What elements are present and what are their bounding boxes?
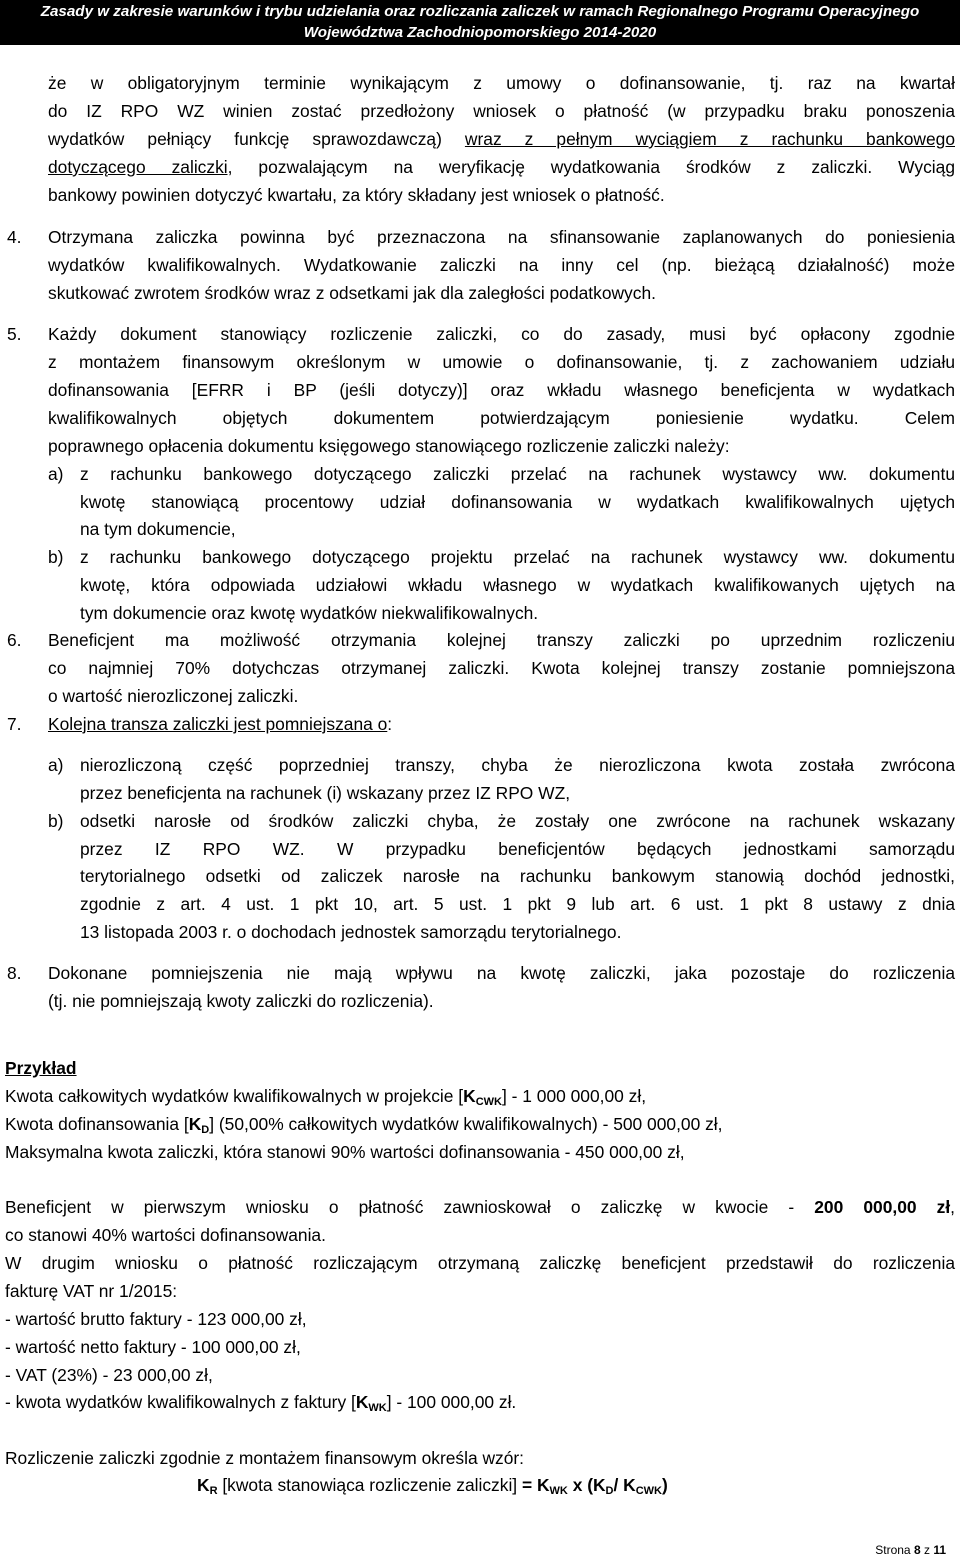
item7-number: 7.	[7, 714, 22, 734]
item7-b-line-3: terytorialnego odsetki od zaliczek narosłe na rachunku bankowym stanowią dochód jednostki,	[80, 866, 955, 886]
example-title	[5, 1057, 955, 1079]
header-line-1: Zasady w zakresie warunków i trybu udzielania oraz rozliczania zaliczek w ramach Regionalnego Programu Operacyjnego	[40, 3, 920, 20]
item3-line-3-underlined: wraz z pełnym wyciągiem z rachunku bankowego	[464, 129, 955, 149]
example-line-1-value: ] - 1 000 000,00 zł,	[501, 1086, 647, 1106]
item5-a-line-2: kwotę stanowiącą procentowy udział dofinansowania w wydatkach kwalifikowalnych ujętych	[80, 492, 955, 512]
item6-line-1: Beneficjent ma możliwość otrzymania kolejnej transzy zaliczki po uprzednim rozliczeniu	[48, 630, 955, 650]
example-invoice-vat: - VAT (23%) - 23 000,00 zł,	[5, 1365, 213, 1385]
item7-b-line-1: odsetki narosłe od środków zaliczki chyba, że zostały one zwrócone na rachunek wskazany	[80, 811, 955, 831]
item5-b-line-2: kwotę, która odpowiada udziałowi wkładu własnego w wydatkach kwalifikowanych ujętych na	[80, 575, 955, 595]
example-invoice-eligible-text: - kwota wydatków kwalifikowalnych z faktury [	[5, 1392, 356, 1412]
item5-a-line-3: na tym dokumencie,	[80, 519, 236, 539]
example-line-2-value: ] (50,00% całkowitych wydatków kwalifikowalnych) - 500 000,00 zł,	[209, 1114, 723, 1134]
item7-a-label: a)	[48, 755, 64, 775]
item3-line-3-text: wydatków pełniący funkcję sprawozdawczą)	[48, 129, 465, 149]
item5-line-2: z montażem finansowym określonym w umowie o dofinansowanie, tj. z zachowaniem udziału	[48, 352, 955, 372]
example-para-1-comma: ,	[950, 1197, 955, 1217]
example-para-1-text: Beneficjent w pierwszym wniosku o płatność zawnioskował o zaliczkę w kwocie -	[5, 1197, 815, 1217]
item7-a-line-1: nierozliczoną część poprzedniej transzy, chyba że nierozliczona kwota została zwrócona	[80, 755, 955, 775]
item5-line-5: poprawnego opłacenia dokumentu księgowego stanowiącego rozliczenie zaliczki należy:	[48, 436, 730, 456]
item8-line-2: (tj. nie pomniejszają kwoty zaliczki do rozliczenia).	[48, 991, 434, 1011]
item3-line-4-underlined: dotyczącego zaliczki,	[48, 157, 233, 177]
formula-k-r: $K_R$	[197, 1475, 218, 1497]
item3-line-4	[48, 156, 955, 178]
item7-b-line-5: 13 listopada 2003 r. o dochodach jednostek samorządu terytorialnego.	[80, 922, 622, 942]
example-line-1-text: Kwota całkowitych wydatków kwalifikowalnych w projekcie [	[5, 1086, 464, 1106]
item7-b-label: b)	[48, 811, 64, 831]
symbol-k-cwk: $K_{CWK}$	[463, 1086, 502, 1108]
item5-b-line-3: tym dokumencie oraz kwotę wydatków niekwalifikowalnych.	[80, 603, 539, 623]
header-line-2: Województwa Zachodniopomorskiego 2014-2020	[303, 24, 657, 41]
item6-line-2: co najmniej 70% dotychczas otrzymanej zaliczki. Kwota kolejnej transzy zostanie pomniejszona	[48, 658, 955, 678]
example-invoice-eligible-value: ] - 100 000,00 zł.	[386, 1392, 517, 1412]
example-line-3: Maksymalna kwota zaliczki, która stanowi 90% wartości dofinansowania - 450 000,00 zł,	[5, 1142, 685, 1162]
item5-a-label: a)	[48, 464, 64, 484]
example-para-3: W drugim wniosku o płatność rozliczającym otrzymaną zaliczkę beneficjent przedstawił do rozliczenia	[5, 1253, 955, 1273]
item8-line-1: Dokonane pomniejszenia nie mają wpływu na kwotę zaliczki, jaka pozostaje do rozliczenia	[48, 963, 955, 983]
example-line-2-text: Kwota dofinansowania [	[5, 1114, 189, 1134]
symbol-k-d: $K_D$	[188, 1114, 210, 1136]
item3-line-2: do IZ RPO WZ winien zostać przedłożony wniosek o płatność (w przypadku braku ponoszenia	[48, 101, 955, 121]
item7-line-1	[48, 713, 955, 735]
item5-line-1: Każdy dokument stanowiący rozliczenie zaliczki, co do zasady, musi być opłacony zgodnie	[48, 324, 955, 344]
item7-line-1-colon: :	[387, 714, 393, 734]
symbol-k-wk: $K_{WK}$	[355, 1392, 387, 1414]
example-invoice-net: - wartość netto faktury - 100 000,00 zł,	[5, 1337, 301, 1357]
item7-b-line-4: zgodnie z art. 4 ust. 1 pkt 10, art. 5 ust. 1 pkt 9 lub art. 6 ust. 1 pkt 8 ustawy z dnia	[80, 894, 955, 914]
formula-description: [kwota stanowiąca rozliczenie zaliczki]	[217, 1475, 522, 1495]
formula-rhs: = $K_{WK}$ x ($K_D/$ $K_{CWK}$)	[521, 1475, 668, 1497]
item4-line-1: Otrzymana zaliczka powinna być przeznaczona na sfinansowanie zaplanowanych do poniesienia	[48, 227, 955, 247]
example-line-1	[5, 1085, 955, 1113]
example-line-2	[5, 1113, 955, 1141]
item5-number: 5.	[7, 324, 22, 344]
item3-line-4-text: pozwalającym na weryfikację wydatkowania środków z zaliczki. Wyciąg	[232, 157, 955, 177]
example-para-2: co stanowi 40% wartości dofinansowania.	[5, 1225, 326, 1245]
item8-number: 8.	[7, 963, 22, 983]
example-invoice-gross: - wartość brutto faktury - 123 000,00 zł,	[5, 1309, 307, 1329]
item5-line-3: dofinansowania [EFRR i BP (jeśli dotyczy)] oraz wkładu własnego beneficjenta w wydatkach	[48, 380, 955, 400]
item5-line-4: kwalifikowalnych objętych dokumentem potwierdzającym poniesienie wydatku. Celem	[48, 408, 955, 428]
item3-line-5: bankowy powinien dotyczyć kwartału, za który składany jest wniosek o płatność.	[48, 185, 665, 205]
item5-b-label: b)	[48, 547, 64, 567]
example-invoice-eligible	[5, 1391, 955, 1419]
page-number: Strona 8 z 11	[875, 1543, 946, 1557]
item3-line-1: że w obligatoryjnym terminie wynikającym z umowy o dofinansowanie, tj. raz na kwartał	[48, 73, 955, 93]
item4-line-2: wydatków kwalifikowalnych. Wydatkowanie zaliczki na inny cel (np. bieżącą działalność) może	[48, 255, 955, 275]
item4-line-3: skutkować zwrotem środków wraz z odsetkami jak dla zaległości podatkowych.	[48, 283, 656, 303]
example-title-text: Przykład	[5, 1058, 77, 1078]
item3-line-3	[48, 128, 955, 150]
item7-b-line-2: przez IZ RPO WZ. W przypadku beneficjentów będących jednostkami samorządu	[80, 839, 955, 859]
example-para-4: fakturę VAT nr 1/2015:	[5, 1281, 178, 1301]
item4-number: 4.	[7, 227, 22, 247]
item7-line-1-underlined: Kolejna transza zaliczki jest pomniejszana o	[48, 714, 388, 734]
example-advance-amount: 200 000,00 zł	[814, 1197, 951, 1217]
example-para-1	[5, 1196, 955, 1218]
item6-line-3: o wartość nierozliczonej zaliczki.	[48, 686, 299, 706]
item7-a-line-2: przez beneficjenta na rachunek (i) wskazany przez IZ RPO WZ,	[80, 783, 571, 803]
formula-intro: Rozliczenie zaliczki zgodnie z montażem finansowym określa wzór:	[5, 1448, 525, 1468]
page-header	[0, 0, 960, 45]
formula	[197, 1474, 957, 1502]
item6-number: 6.	[7, 630, 22, 650]
item5-a-line-1: z rachunku bankowego dotyczącego zaliczki przelać na rachunek wystawcy ww. dokumentu	[80, 464, 955, 484]
item5-b-line-1: z rachunku bankowego dotyczącego projektu przelać na rachunek wystawcy ww. dokumentu	[80, 547, 955, 567]
